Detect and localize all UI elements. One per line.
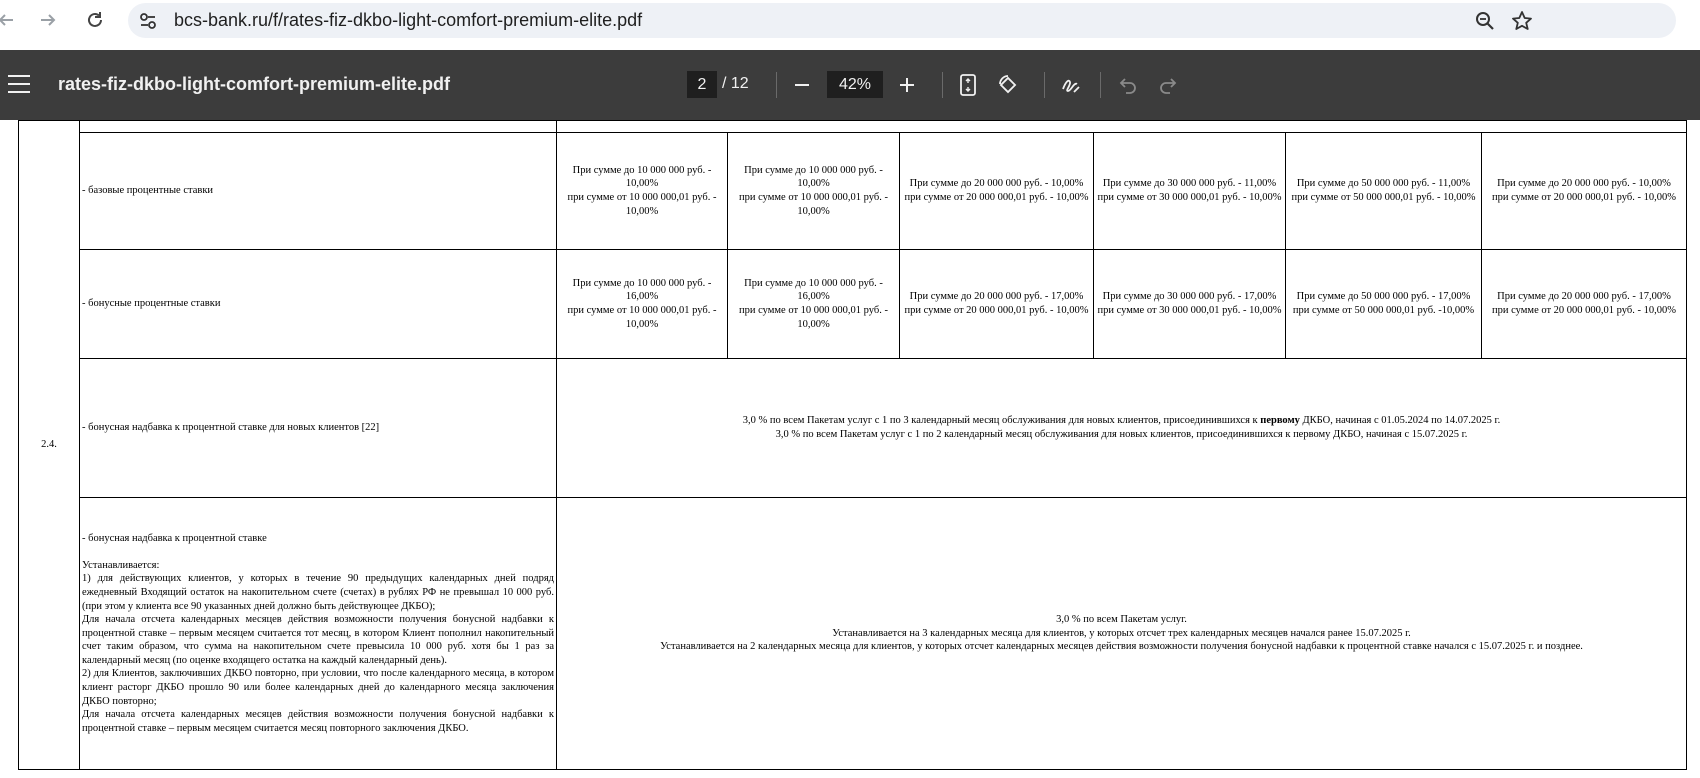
fit-page-icon[interactable] xyxy=(953,70,983,100)
toolbar-divider xyxy=(942,72,943,98)
zoom-icon[interactable] xyxy=(1473,9,1497,33)
back-arrow-icon[interactable] xyxy=(0,6,20,34)
rate-cell: При сумме до 20 000 000 руб. - 17,00% при сумме от 20 000 000,01 руб. - 10,00% xyxy=(900,250,1094,359)
rate-cell: При сумме до 20 000 000 руб. - 10,00% при сумме от 20 000 000,01 руб. - 10,00% xyxy=(900,133,1094,250)
zoom-out-button[interactable] xyxy=(787,70,817,100)
rate-cell: При сумме до 10 000 000 руб. - 10,00% при сумме от 10 000 000,01 руб. - 10,00% xyxy=(728,133,900,250)
rotate-icon[interactable] xyxy=(993,70,1023,100)
address-bar[interactable] xyxy=(128,3,1676,38)
rate-cell: При сумме до 20 000 000 руб. - 10,00% при сумме от 20 000 000,01 руб. - 10,00% xyxy=(1482,133,1687,250)
rates-table xyxy=(18,120,1687,770)
draw-annotation-icon[interactable] xyxy=(1056,70,1086,100)
section-number: 2.4. xyxy=(19,121,80,770)
pdf-toolbar xyxy=(0,50,1700,120)
url-text[interactable]: bcs-bank.ru/f/rates-fiz-dkbo-light-comfort-premium-elite.pdf xyxy=(174,10,643,30)
zoom-in-button[interactable] xyxy=(892,70,922,100)
undo-icon[interactable] xyxy=(1113,70,1143,100)
rate-cell: При сумме до 20 000 000 руб. - 17,00% при сумме от 20 000 000,01 руб. - 10,00% xyxy=(1482,250,1687,359)
rate-cell: При сумме до 10 000 000 руб. - 16,00% при сумме от 10 000 000,01 руб. - 10,00% xyxy=(728,250,900,359)
browser-toolbar xyxy=(0,0,1700,42)
page-count: / 12 xyxy=(722,75,749,92)
menu-icon[interactable] xyxy=(8,73,30,95)
rate-cell: При сумме до 50 000 000 руб. - 11,00% при сумме от 50 000 000,01 руб. - 10,00% xyxy=(1286,133,1482,250)
rate-cell: При сумме до 30 000 000 руб. - 11,00% при сумме от 30 000 000,01 руб. - 10,00% xyxy=(1094,133,1286,250)
pdf-page xyxy=(0,120,1700,778)
rate-cell: При сумме до 30 000 000 руб. - 17,00% при сумме от 30 000 000,01 руб. - 10,00% xyxy=(1094,250,1286,359)
document-title: rates-fiz-dkbo-light-comfort-premium-elite.pdf xyxy=(58,74,450,94)
site-settings-icon[interactable] xyxy=(138,11,158,31)
row-label: - бонусные процентные ставки xyxy=(80,250,557,359)
row-label: - бонусная надбавка к процентной ставке для новых клиентов [22] xyxy=(80,359,557,498)
page-number-input[interactable]: 2 xyxy=(687,71,717,98)
zoom-level-input[interactable]: 42% xyxy=(827,71,883,98)
rate-cell: При сумме до 50 000 000 руб. - 17,00% при сумме от 50 000 000,01 руб. -10,00% xyxy=(1286,250,1482,359)
table-row xyxy=(19,498,1687,770)
bonus-value-cell: 3,0 % по всем Пакетам услуг. Устанавливается на 3 календарных месяца для клиентов, у которых отсчет трех календарных месяцев начался ранее 15.07.2025 г. Устанавливается на 2 календарных месяца для клиентов, у которых отсчет календарных месяцев действия возможности получения бонусной надбавки к процентной ставке начался с 15.07.2025 г. и позднее. xyxy=(557,498,1687,770)
forward-arrow-icon[interactable] xyxy=(34,6,62,34)
toolbar-divider xyxy=(1100,72,1101,98)
rate-cell: При сумме до 10 000 000 руб. - 16,00% при сумме от 10 000 000,01 руб. - 10,00% xyxy=(557,250,728,359)
toolbar-divider xyxy=(1044,72,1045,98)
row-label: - базовые процентные ставки xyxy=(80,133,557,250)
table-row xyxy=(19,133,1687,250)
bonus-description-cell: - бонусная надбавка к процентной ставке Устанавливается: 1) для действующих клиентов, у которых в течение 90 предыдущих календарных дней подряд ежедневный Входящий остаток на накопительном счете (счетах) в рублях РФ не превышал 10 000 руб. (при этом у клиента все 90 указанных дней должно быть действующее ДКБО); Для начала отсчета календарных месяцев действия возможности получения бонусной надбавки к процентной ставке – первым месяцем считается тот месяц, в котором Клиент пополнил накопительный счет таким образом, что сумма на накопительном счете превысила 10 000 руб. хотя бы 1 раз за календарный месяц (по оценке входящего остатка на каждый календарный день). 2) для Клиентов, заключивших ДКБО повторно, при условии, что после календарного месяца, в котором клиент расторг ДКБО прошло 90 или более календарных дней до календарного месяца заключения ДКБО повторно; Для начала отсчета календарных месяцев действия возможности получения бонусной надбавки к процентной ставке – первым месяцем считается месяц повторного заключения ДКБО. xyxy=(80,498,557,770)
redo-icon[interactable] xyxy=(1153,70,1183,100)
table-row xyxy=(19,121,1687,133)
new-clients-bonus-cell: 3,0 % по всем Пакетам услуг с 1 по 3 календарный месяц обслуживания для новых клиентов, присоединившихся к первому ДКБО, начиная с 01.05.2024 по 14.07.2025 г. 3,0 % по всем Пакетам услуг с 1 по 2 календарный месяц обслуживания для новых клиентов, присоединившихся к первому ДКБО, начиная с 15.07.2025 г. xyxy=(557,359,1687,498)
rate-cell: При сумме до 10 000 000 руб. - 10,00% при сумме от 10 000 000,01 руб. - 10,00% xyxy=(557,133,728,250)
toolbar-divider xyxy=(776,72,777,98)
table-row xyxy=(19,250,1687,359)
reload-icon[interactable] xyxy=(81,6,109,34)
table-row xyxy=(19,359,1687,498)
bookmark-star-icon[interactable] xyxy=(1510,9,1534,33)
